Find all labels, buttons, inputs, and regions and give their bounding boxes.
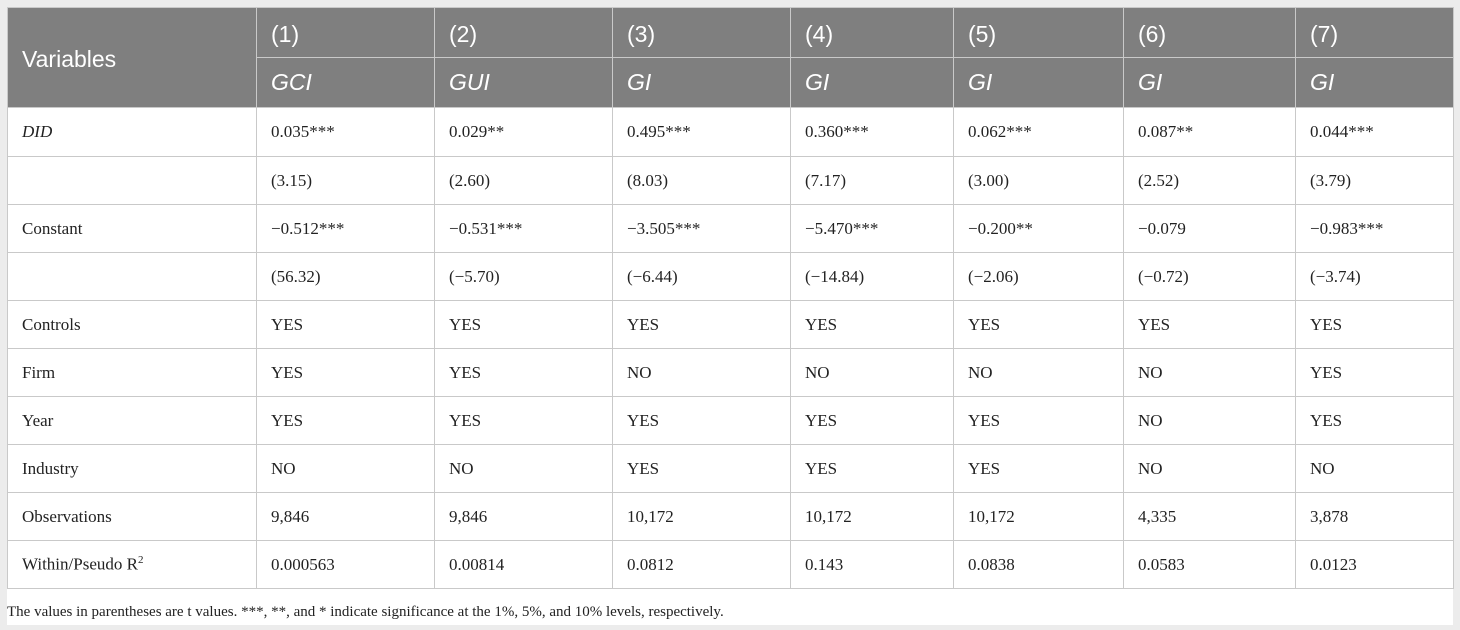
table-cell: (3.79) (1296, 157, 1454, 205)
table-cell: 0.087** (1124, 108, 1296, 157)
table-cell: (−2.06) (954, 253, 1124, 301)
column-number-header: (5) (954, 8, 1124, 58)
table-cell: YES (613, 445, 791, 493)
row-label-superscript: 2 (137, 554, 144, 567)
dependent-var-header: GI (954, 58, 1124, 108)
table-cell: 0.0123 (1296, 541, 1454, 589)
row-label (8, 253, 257, 301)
table-cell: NO (791, 349, 954, 397)
table-cell: −0.079 (1124, 205, 1296, 253)
row-label (8, 301, 257, 349)
table-cell: 0.0583 (1124, 541, 1296, 589)
table-cell: NO (1296, 445, 1454, 493)
table-cell: (3.00) (954, 157, 1124, 205)
table-cell: 0.000563 (257, 541, 435, 589)
table-cell: YES (435, 397, 613, 445)
row-label (8, 397, 257, 445)
table-cell: 0.062*** (954, 108, 1124, 157)
table-cell: YES (257, 349, 435, 397)
dependent-var-header: GI (1296, 58, 1454, 108)
table-cell: NO (1124, 349, 1296, 397)
table-cell: 0.044*** (1296, 108, 1454, 157)
table-cell: 0.035*** (257, 108, 435, 157)
table-cell: −0.531*** (435, 205, 613, 253)
column-number-header: (3) (613, 8, 791, 58)
table-cell: (8.03) (613, 157, 791, 205)
table-cell: −0.983*** (1296, 205, 1454, 253)
row-label-text: Controls (22, 314, 81, 334)
row-label-text: Constant (22, 218, 83, 238)
column-number-header: (2) (435, 8, 613, 58)
regression-results-table (7, 7, 1454, 589)
table-cell: NO (435, 445, 613, 493)
table-cell: (−3.74) (1296, 253, 1454, 301)
table-row (8, 157, 1454, 205)
table-cell: YES (613, 301, 791, 349)
table-cell: −3.505*** (613, 205, 791, 253)
variables-header: Variables (8, 8, 257, 108)
table-cell: (−14.84) (791, 253, 954, 301)
table-row (8, 253, 1454, 301)
row-label (8, 205, 257, 253)
table-row (8, 541, 1454, 589)
row-label (8, 445, 257, 493)
table-row (8, 445, 1454, 493)
dependent-var-header: GI (1124, 58, 1296, 108)
table-row (8, 397, 1454, 445)
row-label (8, 157, 257, 205)
row-label-text: DID (22, 122, 53, 141)
table-row (8, 108, 1454, 157)
header-row-numbers (8, 8, 1454, 58)
table-cell: 0.0838 (954, 541, 1124, 589)
row-label (8, 493, 257, 541)
table-cell: YES (257, 301, 435, 349)
row-label (8, 349, 257, 397)
row-label-text: Firm (22, 362, 56, 382)
table-cell: 10,172 (613, 493, 791, 541)
dependent-var-header: GCI (257, 58, 435, 108)
table-cell: YES (791, 301, 954, 349)
table-footnote: The values in parentheses are t values. ***, **, and * indicate significance at the 1%, 5%, and 10% levels, respectively. (7, 604, 724, 620)
table-cell: 0.0812 (613, 541, 791, 589)
row-label-text: Within/Pseudo R (22, 554, 138, 574)
row-label-text: Observations (22, 506, 112, 526)
table-cell: −0.200** (954, 205, 1124, 253)
table-cell: 9,846 (435, 493, 613, 541)
table-cell: (2.60) (435, 157, 613, 205)
table-cell: YES (791, 397, 954, 445)
row-label-text: Year (22, 410, 54, 430)
table-cell: 0.029** (435, 108, 613, 157)
table-cell: YES (1296, 349, 1454, 397)
dependent-var-header: GI (791, 58, 954, 108)
table-cell: 9,846 (257, 493, 435, 541)
table-cell: 0.360*** (791, 108, 954, 157)
table-cell: (−0.72) (1124, 253, 1296, 301)
table-cell: YES (1296, 397, 1454, 445)
table-cell: YES (1296, 301, 1454, 349)
table-cell: YES (435, 301, 613, 349)
table-cell: −0.512*** (257, 205, 435, 253)
table-cell: NO (257, 445, 435, 493)
table-cell: (3.15) (257, 157, 435, 205)
table-cell: YES (257, 397, 435, 445)
table-cell: 0.495*** (613, 108, 791, 157)
table-cell: NO (1124, 397, 1296, 445)
table-body (8, 108, 1454, 589)
table-cell: 10,172 (954, 493, 1124, 541)
table-cell: YES (791, 445, 954, 493)
column-number-header: (6) (1124, 8, 1296, 58)
table-cell: YES (613, 397, 791, 445)
table-row (8, 205, 1454, 253)
table-cell: (7.17) (791, 157, 954, 205)
table-cell: YES (954, 445, 1124, 493)
table-row (8, 301, 1454, 349)
column-number-header: (7) (1296, 8, 1454, 58)
row-label (8, 541, 257, 589)
table-cell: (−5.70) (435, 253, 613, 301)
table-cell: (2.52) (1124, 157, 1296, 205)
table-cell: NO (1124, 445, 1296, 493)
table-row (8, 349, 1454, 397)
table-cell: YES (435, 349, 613, 397)
table-frame (7, 7, 1453, 625)
row-label-text: Industry (22, 458, 79, 478)
column-number-header: (1) (257, 8, 435, 58)
table-cell: NO (613, 349, 791, 397)
row-label (8, 108, 257, 157)
table-cell: YES (954, 301, 1124, 349)
column-number-header: (4) (791, 8, 954, 58)
table-cell: (56.32) (257, 253, 435, 301)
table-cell: 4,335 (1124, 493, 1296, 541)
table-cell: 10,172 (791, 493, 954, 541)
table-cell: YES (954, 397, 1124, 445)
table-row (8, 493, 1454, 541)
table-cell: −5.470*** (791, 205, 954, 253)
table-cell: YES (1124, 301, 1296, 349)
table-cell: NO (954, 349, 1124, 397)
dependent-var-header: GI (613, 58, 791, 108)
table-cell: 3,878 (1296, 493, 1454, 541)
dependent-var-header: GUI (435, 58, 613, 108)
table-cell: 0.00814 (435, 541, 613, 589)
table-cell: 0.143 (791, 541, 954, 589)
table-cell: (−6.44) (613, 253, 791, 301)
